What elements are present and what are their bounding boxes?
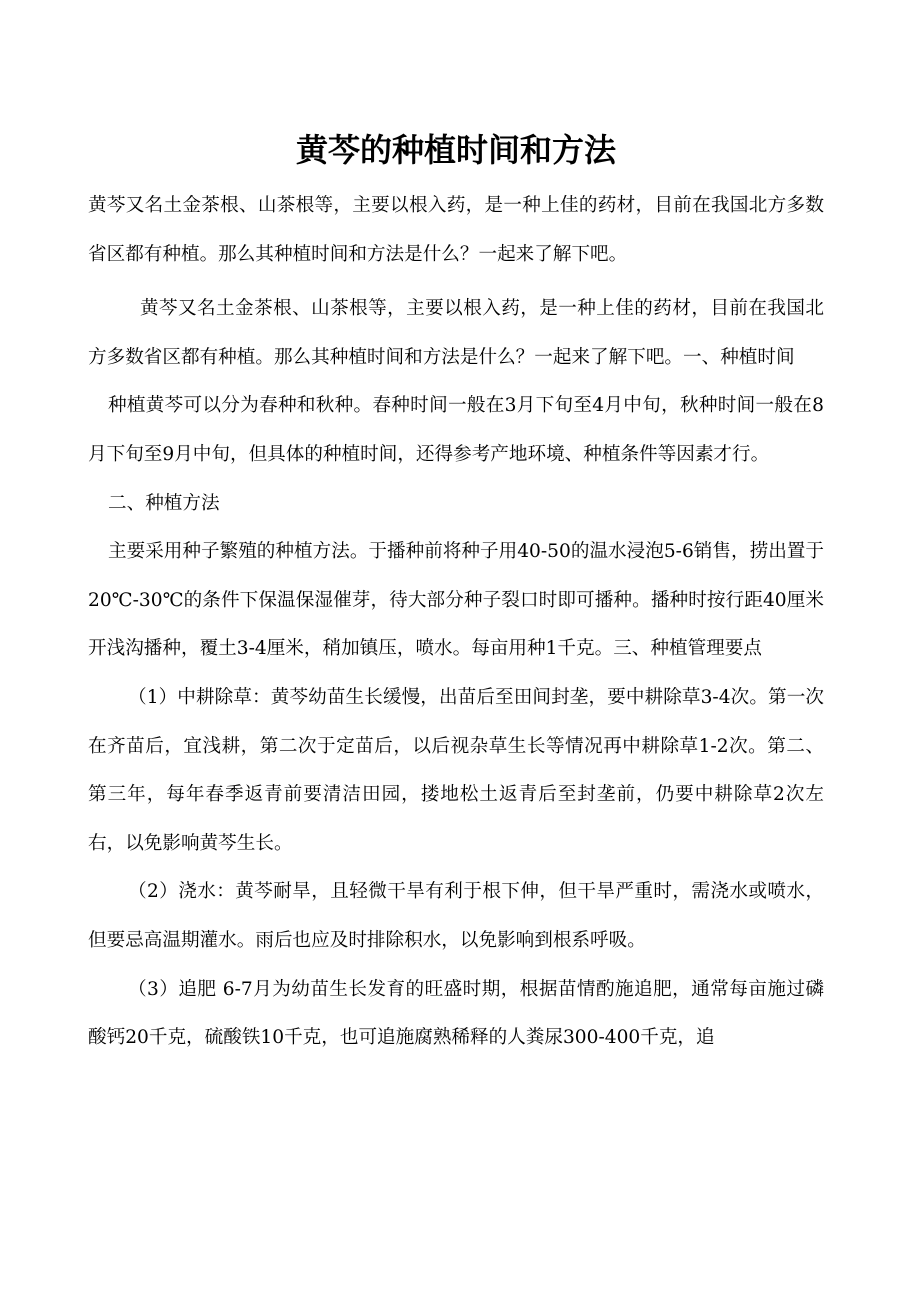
watering-paragraph: （2）浇水：黄芩耐旱，且轻微干旱有利于根下伸，但干旱严重时，需浇水或喷水，但要忌高温期灌水。雨后也应及时排除积水，以免影响到根系呼吸。 — [88, 881, 824, 951]
document-body — [88, 182, 824, 1063]
planting-method-heading: 二、种植方法 — [108, 492, 220, 514]
planting-method-paragraph: 主要采用种子繁殖的种植方法。于播种前将种子用40-50的温水浸泡5-6销售，捞出置于20℃-30℃的条件下保温保湿催芽，待大部分种子裂口时即可播种。播种时按行距40厘米开浅沟播种，覆土3-4厘米，稍加镇压，喷水。每亩用种1千克。三、种植管理要点 — [88, 541, 824, 660]
intro-paragraph: 黄芩又名土金茶根、山茶根等，主要以根入药，是一种上佳的药材，目前在我国北方多数省区都有种植。那么其种植时间和方法是什么？一起来了解下吧。 — [88, 195, 824, 265]
repeated-intro-paragraph: 黄芩又名土金茶根、山茶根等，主要以根入药，是一种上佳的药材，目前在我国北方多数省区都有种植。那么其种植时间和方法是什么？一起来了解下吧。一、种植时间 — [88, 298, 824, 368]
fertilizing-paragraph: （3）追肥 6-7月为幼苗生长发育的旺盛时期，根据苗情酌施追肥，通常每亩施过磷酸钙20千克，硫酸铁10千克，也可追施腐熟稀释的人粪尿300-400千克，追 — [88, 978, 824, 1049]
planting-time-paragraph: 种植黄芩可以分为春种和秋种。春种时间一般在3月下旬至4月中旬，秋种时间一般在8月下旬至9月中旬，但具体的种植时间，还得参考产地环境、种植条件等因素才行。 — [88, 395, 824, 465]
weeding-paragraph: （1）中耕除草：黄芩幼苗生长缓慢，出苗后至田间封垄，要中耕除草3-4次。第一次在齐苗后，宜浅耕，第二次于定苗后，以后视杂草生长等情况再中耕除草1-2次。第二、第三年，每年春季返青前要清洁田园，搂地松土返青后至封垄前，仍要中耕除草2次左右，以免影响黄芩生长。 — [88, 686, 824, 854]
document-title: 黄芩的种植时间和方法 — [295, 131, 616, 169]
